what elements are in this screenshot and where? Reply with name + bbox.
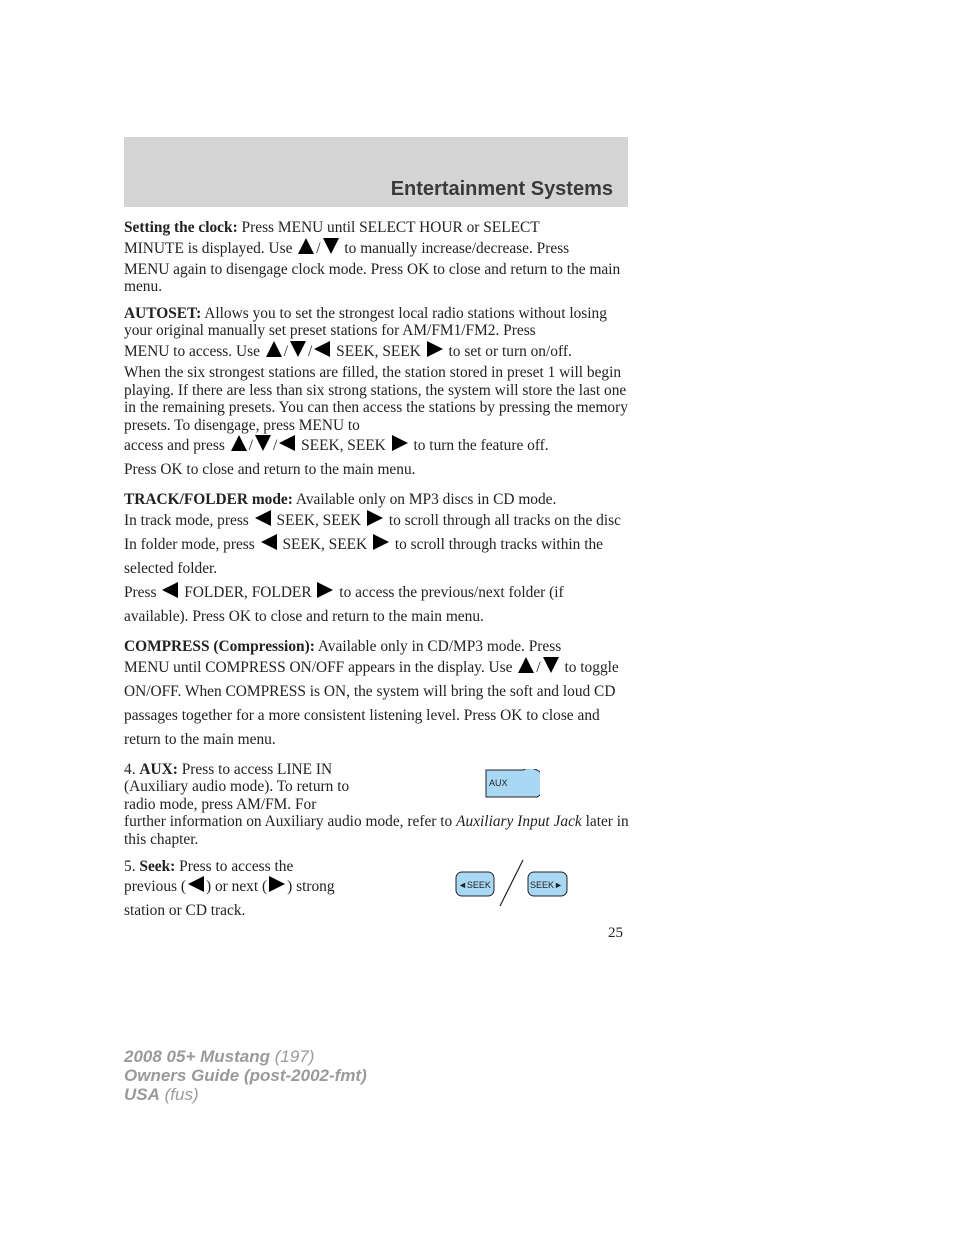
autoset-text-3: to set or turn on/off. — [444, 342, 572, 360]
slash: / — [272, 437, 278, 455]
right-arrow-icon — [269, 876, 285, 892]
left-arrow-icon — [261, 534, 277, 550]
compress-text-2: MENU until COMPRESS ON/OFF appears in the display. Use — [124, 658, 517, 676]
up-arrow-icon — [231, 435, 247, 451]
up-arrow-icon — [298, 238, 314, 254]
seek-text-1: Press to access the — [175, 857, 294, 875]
left-arrow-icon — [314, 341, 330, 357]
seek-label: SEEK, SEEK — [297, 437, 390, 455]
right-arrow-icon — [373, 534, 389, 550]
aux-number: 4. — [124, 760, 140, 778]
compress-text-1: Available only in CD/MP3 mode. Press — [314, 637, 562, 655]
seek-text-2: previous ( — [124, 878, 186, 896]
seek-label: SEEK, SEEK — [272, 511, 366, 529]
track-text-3: to scroll through all tracks on the disc — [385, 511, 621, 529]
clock-text-1: Press MENU until SELECT HOUR or SELECT — [237, 219, 540, 236]
seek-text-3: ) or next ( — [205, 878, 268, 896]
slash: / — [536, 658, 541, 676]
autoset-text-7: Press OK to close and return to the main menu. — [124, 461, 416, 479]
slash: / — [248, 437, 253, 455]
autoset-label: AUTOSET: — [124, 304, 202, 322]
seek-number: 5. — [124, 857, 140, 875]
page-number: 25 — [608, 925, 623, 941]
track-text-6: Press — [124, 583, 161, 601]
seek-label-heading: Seek: — [139, 857, 176, 875]
compress-paragraph — [124, 638, 630, 752]
aux-button-label: AUX — [489, 778, 508, 788]
seek-back-button-label: ◄SEEK — [458, 880, 491, 890]
section-title: Entertainment Systems — [390, 178, 613, 200]
seek-label: SEEK, SEEK — [278, 535, 371, 553]
slash: / — [316, 239, 321, 257]
clock-text-2: MINUTE is displayed. Use — [124, 239, 297, 257]
track-folder-paragraph — [124, 491, 630, 629]
track-text-1: Available only on MP3 discs in CD mode. — [292, 491, 557, 509]
autoset-paragraph — [124, 305, 630, 483]
aux-reference: Auxiliary Input Jack — [456, 813, 582, 831]
up-arrow-icon — [518, 657, 534, 673]
footer-guide: Owners Guide (post-2002-fmt) — [124, 1066, 367, 1085]
compress-label: COMPRESS (Compression): — [124, 637, 315, 655]
autoset-text-6: to turn the feature off. — [409, 437, 549, 455]
clock-text-3: to manually increase/decrease. Press — [340, 239, 570, 257]
folder-label: FOLDER, FOLDER — [180, 583, 316, 601]
autoset-text-1: Allows you to set the strongest local radio stations without losing your original manually set preset stations for AM/FM1/FM2. Press — [124, 304, 607, 340]
aux-text-1: Press to access LINE IN (Auxiliary audio mode). To return to radio mode, press AM/FM. For — [124, 760, 350, 813]
aux-button-illustration — [485, 769, 540, 799]
right-arrow-icon — [317, 582, 333, 598]
seek-text-4: ) strong station or CD track. — [124, 878, 335, 920]
track-text-7: to access the previous/next folder (if available). Press OK to close and return to the main menu. — [124, 583, 564, 625]
slash: / — [283, 342, 289, 360]
compress-text-3: to toggle ON/OFF. When COMPRESS is ON, the system will bring the soft and loud CD passages together for a more consistent listening level. Press OK to close and return to the main menu. — [124, 658, 619, 748]
down-arrow-icon — [255, 435, 271, 451]
right-arrow-icon — [367, 510, 383, 526]
aux-paragraph — [124, 761, 630, 849]
seek-label: SEEK, SEEK — [332, 342, 425, 360]
seek-buttons-illustration — [455, 858, 570, 908]
seek-forward-button-label: SEEK► — [530, 880, 563, 890]
aux-text-2: further information on Auxiliary audio mode, refer to — [124, 813, 457, 831]
down-arrow-icon — [290, 341, 306, 357]
autoset-text-2: MENU to access. Use — [124, 342, 264, 360]
divider-slash — [500, 860, 523, 906]
track-text-2: In track mode, press — [124, 511, 253, 529]
left-arrow-icon — [279, 435, 295, 451]
footer-model-code: (197) — [270, 1047, 315, 1066]
left-arrow-icon — [162, 582, 178, 598]
autoset-text-5: access and press — [124, 437, 229, 455]
right-arrow-icon — [392, 435, 408, 451]
footer-market: USA — [124, 1085, 160, 1104]
page-content — [124, 219, 630, 932]
track-text-5: to scroll through tracks within the selected folder. — [124, 535, 604, 577]
footer-market-code: (fus) — [159, 1085, 199, 1104]
clock-text-4: MENU again to disengage clock mode. Press OK to close and return to the main menu. — [124, 260, 621, 296]
down-arrow-icon — [323, 238, 339, 254]
track-folder-label: TRACK/FOLDER mode: — [124, 491, 293, 509]
right-arrow-icon — [427, 341, 443, 357]
footer — [124, 1047, 367, 1104]
seek-paragraph — [124, 858, 379, 924]
up-arrow-icon — [266, 341, 282, 357]
aux-text-3: later in this chapter. — [124, 813, 629, 848]
clock-paragraph — [124, 219, 630, 296]
aux-label: AUX: — [139, 760, 178, 778]
section-header-band — [124, 137, 628, 207]
left-arrow-icon — [255, 510, 271, 526]
clock-label: Setting the clock: — [124, 219, 238, 236]
track-text-4: In folder mode, press — [124, 535, 259, 553]
autoset-text-4: When the six strongest stations are filled, the station stored in preset 1 will begin playing. If there are less than six strong stations, the system will store the last one in the remaining presets. You can then access the stations by pressing the memory presets. To disengage, press MENU to — [124, 363, 628, 434]
down-arrow-icon — [543, 657, 559, 673]
left-arrow-icon — [188, 876, 204, 892]
slash: / — [308, 342, 313, 360]
footer-model: 2008 05+ Mustang — [124, 1047, 270, 1066]
